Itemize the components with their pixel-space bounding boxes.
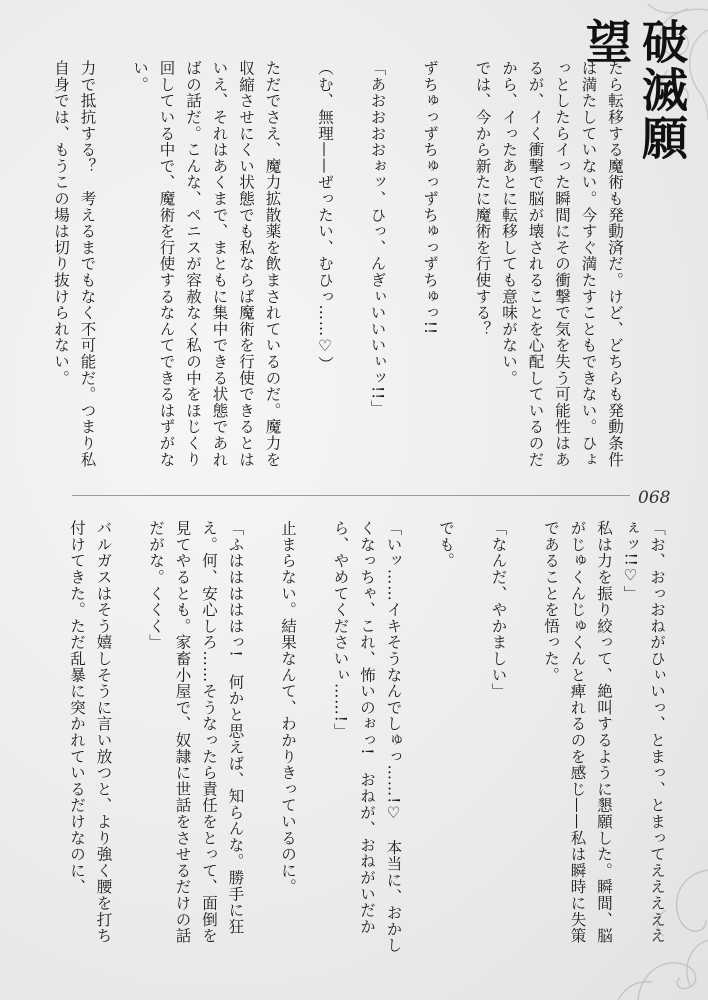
paragraph: 止まらない。結果なんて、わかりきっているのに。 (279, 520, 297, 895)
paragraph: バルガスはそう嬉しそうに言い放つと、より強く腰を打ち付けてきた。ただ乱暴に突かれているだけなのに、 (68, 520, 113, 944)
text-block-top (52, 60, 628, 480)
paragraph: 「ふはははははっ! 何かと思えば、知らんな。勝手に狂え。何、安心しろ……そうなったら責任をとって、面倒を見てやるとも。家畜小屋で、奴隷に世話をさせるだけの話だがな。くくく」 (147, 520, 245, 944)
paragraph: （む、無理——ぜったい、むひっ……♡） (316, 60, 334, 373)
text-block-bottom (50, 520, 670, 960)
chapter-title: 破滅願望 (579, 18, 689, 162)
paragraph: 「あおおおおぉッ、ひっ、んぎぃいいいぃッ!!」 (368, 60, 387, 417)
paragraph: 私は力を振り絞って、絶叫するように懇願した。瞬間、脳がじゅくんじゅくんと痺れるのを感じ——私は瞬時に失策であることを悟った。 (542, 520, 613, 944)
paragraph: ずちゅっずちゅっずちゅっずちゅっ!! (421, 60, 439, 335)
paragraph: たら転移する魔術も発動済だ。けど、どちらも発動条件は満たしていない。今すぐ満たすこともできない。ひょっとしたらイった瞬間にその衝撃で気を失う可能性はあるが、イく衝撃で脳が壊されることを心配しているのだから、イったあとに転移しても意味がない。 (500, 60, 624, 468)
paragraph: 「なんだ、やかましい」 (489, 520, 508, 700)
paragraph: では、今から新たに魔術を行使する？ (473, 60, 492, 338)
paragraph: 「いッ……イキそうなんでしゅっ……!♡ 本当に、おかしくなっちゃ、これ、怖いのぉっ! おねが、おねがいだから、やめてくださいぃ……!」 (331, 520, 403, 954)
page-divider (72, 495, 630, 496)
paragraph: 力で抵抗する？ 考えるまでもなく不可能だ。つまり私自身では、もうこの場は切り抜けられない。 (52, 60, 97, 468)
paragraph: ただでさえ、魔力拡散薬を飲まされているのだ。魔力を収縮させにくい状態でも私ならば魔術を行使できるとはいえ、それはあくまで、まともに集中できる状態であればの話だ。こんな、ペニスが容赦なく私の中をほじくり回している中で、魔術を行使するなんてできるはずがない。 (131, 60, 282, 468)
page-number: 068 (638, 488, 671, 508)
paragraph: 「お、おっおねがひぃいっ、とまっ、とまってえええええぇッ!!♡」 (621, 520, 666, 944)
paragraph: でも。 (437, 520, 455, 569)
